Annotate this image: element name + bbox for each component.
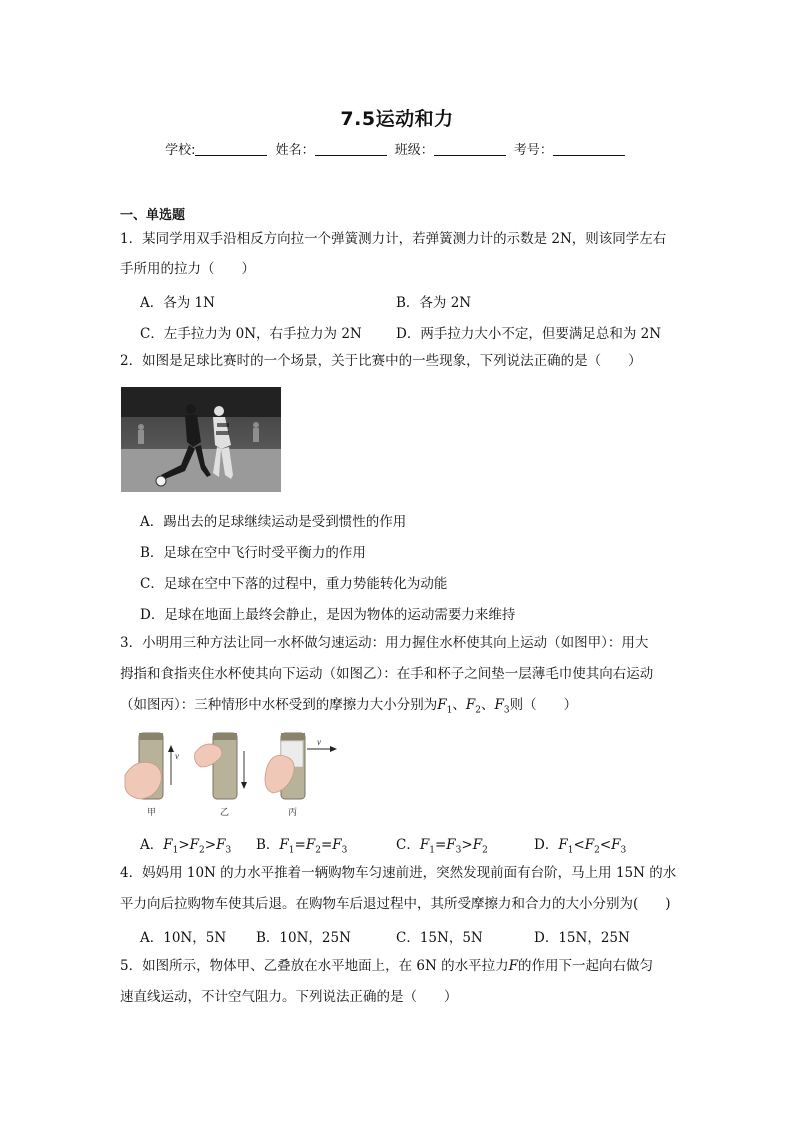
option-letter: B． <box>256 837 280 853</box>
q1-option-c: C．左手拉力为 0N，右手拉力为 2N <box>140 326 362 342</box>
f-subscript: 3 <box>341 845 348 856</box>
q4-option-d: D．15N，25N <box>534 930 630 946</box>
arrow-v-label-bing: v <box>317 737 321 747</box>
q2-option-a: A．踢出去的足球继续运动是受到惯性的作用 <box>140 514 407 530</box>
f-symbol: F <box>446 837 456 853</box>
q3-option-a <box>140 833 231 856</box>
q1-line2: 手所用的拉力（ ） <box>120 261 255 277</box>
school-blank[interactable] <box>195 143 267 156</box>
q4-line2: 平力向后拉购物车使其后退。在购物车后退过程中，其所受摩擦力和合力的大小分别为( ) <box>120 896 671 912</box>
figure-jia <box>125 733 179 817</box>
f-symbol: F <box>472 837 483 853</box>
f-symbol: F <box>611 837 621 853</box>
f-symbol: F <box>279 837 289 853</box>
page-title: 7.5运动和力 <box>340 108 454 130</box>
q3-sep: 、 <box>452 697 466 713</box>
exam-number-blank[interactable] <box>553 143 625 156</box>
q4-option-b: B．10N，25N <box>256 930 351 946</box>
q1-line1: 1．某同学用双手沿相反方向拉一个弹簧测力计，若弹簧测力计的示数是 2N，则该同学左右 <box>120 231 667 247</box>
relation-symbol: = <box>294 837 306 853</box>
q3-option-c <box>396 833 488 856</box>
f-subscript: 3 <box>225 845 232 856</box>
q3-sub3: 3 <box>503 705 510 716</box>
q1-option-d: D．两手拉力大小不定，但要满足总和为 2N <box>396 326 662 342</box>
figure-label-jia: 甲 <box>147 807 157 817</box>
q5-f-symbol: F <box>508 958 518 974</box>
f-subscript: 3 <box>620 845 627 856</box>
q1-option-b: B．各为 2N <box>396 295 472 311</box>
student-info-line <box>0 139 794 158</box>
q2-option-d: D．足球在地面上最终会静止，是因为物体的运动需要力来维持 <box>140 607 516 623</box>
arrow-v-label-jia: v <box>175 751 179 761</box>
cup-hands-diagram <box>121 727 341 819</box>
f-subscript: 3 <box>455 845 462 856</box>
q4-line1: 4．妈妈用 10N 的力水平推着一辆购物车匀速前进，突然发现前面有台阶，马上用 15N 的水 <box>120 865 677 881</box>
name-label: 姓名： <box>275 143 315 158</box>
q3-sub2: 2 <box>475 705 481 716</box>
f-symbol: F <box>419 837 430 853</box>
relation-symbol: < <box>599 837 612 853</box>
q3-line3-post: 则（ ） <box>509 697 578 713</box>
f-symbol: F <box>216 837 226 853</box>
q5-line1 <box>120 957 680 975</box>
q5-line2: 速直线运动，不计空气阻力。下列说法正确的是（ ） <box>120 989 458 1005</box>
exam-number-label: 考号： <box>513 143 553 158</box>
soccer-photo <box>121 387 281 492</box>
section-title: 一、单选题 <box>120 208 186 223</box>
q3-sub1: 1 <box>446 705 453 716</box>
f-subscript: 1 <box>429 845 435 856</box>
class-blank[interactable] <box>434 143 506 156</box>
soccer-scene-image <box>121 387 281 492</box>
school-label: 学校: <box>165 143 196 158</box>
q3-line3-pre: （如图丙）：三种情形中水杯受到的摩擦力大小分别为 <box>120 697 438 713</box>
q5-line1-post: 的作用下一起向右做匀 <box>517 958 653 974</box>
relation-symbol: > <box>461 837 473 853</box>
figure-label-bing: 丙 <box>288 807 298 817</box>
relation-symbol: > <box>204 837 217 853</box>
f-subscript: 2 <box>482 845 488 856</box>
q1-option-a: A．各为 1N <box>140 295 215 311</box>
figure-label-yi: 乙 <box>220 807 230 817</box>
relation-symbol: = <box>320 837 333 853</box>
q3-f-symbol: F <box>437 697 447 713</box>
name-blank[interactable] <box>315 143 387 156</box>
class-label: 班级： <box>394 143 434 158</box>
f-symbol: F <box>305 837 316 853</box>
q3-line1: 3．小明用三种方法让同一水杯做匀速运动：用力握住水杯使其向上运动（如图甲）：用大 <box>120 635 649 651</box>
q3-f-symbol: F <box>494 697 504 713</box>
relation-symbol: = <box>434 837 447 853</box>
q4-option-a: A．10N，5N <box>140 930 227 946</box>
relation-symbol: < <box>573 837 585 853</box>
f-subscript: 1 <box>567 845 574 856</box>
f-symbol: F <box>584 837 595 853</box>
relation-symbol: > <box>178 837 190 853</box>
f-symbol: F <box>332 837 342 853</box>
f-symbol: F <box>189 837 200 853</box>
q3-option-d <box>534 833 626 856</box>
f-subscript: 2 <box>594 845 600 856</box>
option-letter: D． <box>534 837 559 853</box>
figure-yi <box>195 733 247 817</box>
q3-line3 <box>120 696 680 720</box>
q2-line1: 2．如图是足球比赛时的一个场景，关于比赛中的一些现象，下列说法正确的是（ ） <box>120 353 642 369</box>
q3-option-b <box>256 833 347 856</box>
q5-line1-pre: 5．如图所示，物体甲、乙叠放在水平地面上，在 6N 的水平拉力 <box>120 958 509 974</box>
q2-option-b: B．足球在空中飞行时受平衡力的作用 <box>140 545 366 561</box>
q2-option-c: C．足球在空中下落的过程中，重力势能转化为动能 <box>140 576 448 592</box>
q3-line2: 拇指和食指夹住水杯使其向下运动（如图乙）：在手和杯子之间垫一层薄毛巾使其向右运动 <box>120 666 654 682</box>
f-symbol: F <box>163 837 173 853</box>
f-symbol: F <box>558 837 568 853</box>
f-subscript: 2 <box>315 845 321 856</box>
f-subscript: 2 <box>199 845 205 856</box>
q4-option-c: C．15N，5N <box>396 930 483 946</box>
figure-bing <box>265 733 337 817</box>
option-letter: A． <box>140 837 164 853</box>
q3-f-symbol: F <box>465 697 476 713</box>
f-subscript: 1 <box>288 845 295 856</box>
cup-figures <box>121 727 341 819</box>
q3-sep: 、 <box>480 697 495 713</box>
option-letter: C． <box>396 837 420 853</box>
f-subscript: 1 <box>172 845 179 856</box>
